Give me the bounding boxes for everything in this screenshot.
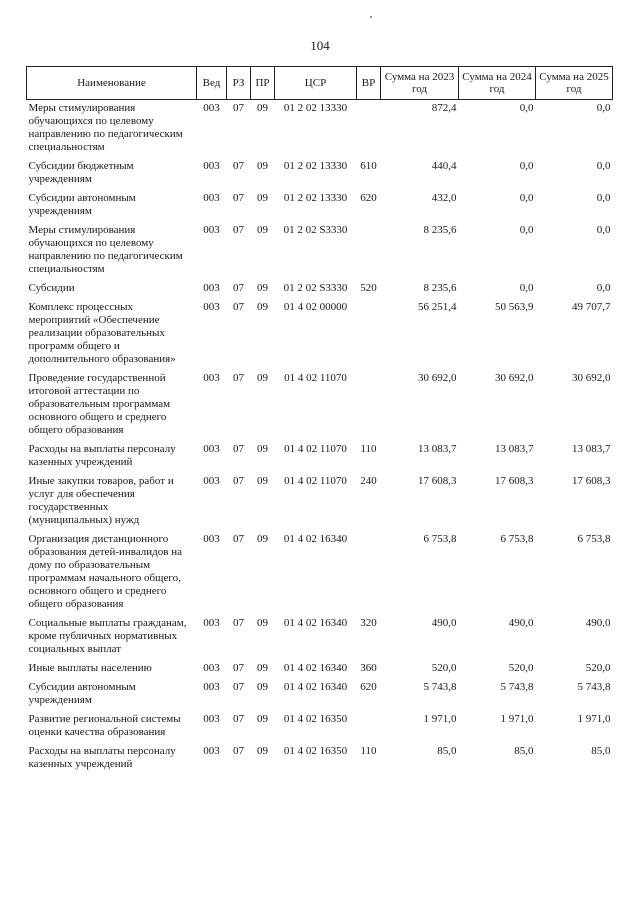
page-number: 104 xyxy=(310,38,330,53)
table-row xyxy=(27,280,613,299)
row-ved: 003 xyxy=(203,533,220,545)
row-rz: 07 xyxy=(233,443,244,455)
row-ved: 003 xyxy=(203,617,220,629)
row-name: Иные закупки товаров, работ и услуг для обеспечения государственных (муниципальных) нужд xyxy=(28,475,174,526)
table-row xyxy=(27,473,613,531)
row-vr: 110 xyxy=(360,443,377,455)
row-rz: 07 xyxy=(233,224,244,236)
row-ved: 003 xyxy=(203,475,220,487)
row-rz: 07 xyxy=(233,102,244,114)
header-vr: ВР xyxy=(357,67,381,100)
row-sum-2023: 13 083,7 xyxy=(418,443,457,455)
row-sum-2023: 440,4 xyxy=(431,160,457,172)
row-name: Субсидии xyxy=(28,282,75,294)
header-rz: РЗ xyxy=(227,67,251,100)
table-row xyxy=(27,660,613,679)
row-ved: 003 xyxy=(203,662,220,674)
table-row xyxy=(27,299,613,370)
row-name: Социальные выплаты гражданам, кроме публичных нормативных социальных выплат xyxy=(28,617,187,655)
row-rz: 07 xyxy=(233,475,244,487)
row-name: Расходы на выплаты персоналу казенных учреждений xyxy=(28,443,176,468)
row-sum-2025: 0,0 xyxy=(596,160,611,172)
row-csr: 01 2 02 13330 xyxy=(283,102,348,114)
row-sum-2024: 50 563,9 xyxy=(495,301,534,313)
table-row xyxy=(27,531,613,615)
row-pr: 09 xyxy=(257,745,268,757)
row-sum-2025: 6 753,8 xyxy=(577,533,611,545)
row-sum-2024: 490,0 xyxy=(508,617,534,629)
budget-table xyxy=(26,66,613,775)
row-vr: 620 xyxy=(360,192,377,204)
row-sum-2023: 17 608,3 xyxy=(418,475,457,487)
row-name: Субсидии бюджетным учреждениям xyxy=(28,160,134,185)
row-csr: 01 4 02 16340 xyxy=(283,662,348,674)
table-row xyxy=(27,222,613,280)
row-rz: 07 xyxy=(233,372,244,384)
header-sum-2025: Сумма на 2025 год xyxy=(536,67,613,100)
header-name: Наименование xyxy=(27,67,197,100)
header-sum-2024: Сумма на 2024 год xyxy=(459,67,536,100)
row-sum-2024: 17 608,3 xyxy=(495,475,534,487)
row-vr xyxy=(357,370,381,441)
row-ved: 003 xyxy=(203,681,220,693)
row-pr: 09 xyxy=(257,681,268,693)
row-sum-2024: 0,0 xyxy=(519,160,534,172)
row-ved: 003 xyxy=(203,192,220,204)
row-pr: 09 xyxy=(257,160,268,172)
row-ved: 003 xyxy=(203,160,220,172)
row-pr: 09 xyxy=(257,301,268,313)
row-vr: 520 xyxy=(360,282,377,294)
row-vr: 360 xyxy=(360,662,377,674)
row-ved: 003 xyxy=(203,745,220,757)
header-ved: Вед xyxy=(197,67,227,100)
row-sum-2025: 0,0 xyxy=(596,224,611,236)
row-sum-2024: 0,0 xyxy=(519,224,534,236)
row-csr: 01 4 02 16350 xyxy=(283,713,348,725)
row-name: Расходы на выплаты персоналу казенных учреждений xyxy=(28,745,176,770)
row-sum-2023: 8 235,6 xyxy=(423,224,457,236)
row-sum-2024: 0,0 xyxy=(519,192,534,204)
row-sum-2025: 85,0 xyxy=(591,745,611,757)
row-pr: 09 xyxy=(257,372,268,384)
row-sum-2023: 56 251,4 xyxy=(418,301,457,313)
row-sum-2023: 490,0 xyxy=(431,617,457,629)
row-name: Организация дистанционного образования детей-инвалидов на дому по образовательным программам начального общего, основного общего и среднего общего образования xyxy=(28,533,182,610)
table-row xyxy=(27,158,613,190)
row-pr: 09 xyxy=(257,713,268,725)
scan-speck xyxy=(370,16,372,18)
row-csr: 01 4 02 11070 xyxy=(284,443,347,455)
row-sum-2023: 6 753,8 xyxy=(423,533,457,545)
row-vr xyxy=(357,531,381,615)
table-body xyxy=(27,100,613,776)
row-ved: 003 xyxy=(203,102,220,114)
row-sum-2024: 85,0 xyxy=(514,745,534,757)
row-sum-2023: 872,4 xyxy=(431,102,457,114)
row-pr: 09 xyxy=(257,617,268,629)
row-name: Меры стимулирования обучающихся по целевому направлению по педагогическим специальностям xyxy=(28,102,183,153)
row-sum-2023: 5 743,8 xyxy=(423,681,457,693)
row-sum-2025: 490,0 xyxy=(585,617,611,629)
row-rz: 07 xyxy=(233,662,244,674)
row-name: Комплекс процессных мероприятий «Обеспечение реализации образовательных программ общего и дополнительного образования» xyxy=(28,301,176,365)
table-row xyxy=(27,743,613,775)
row-rz: 07 xyxy=(233,745,244,757)
row-sum-2024: 6 753,8 xyxy=(500,533,534,545)
row-sum-2023: 1 971,0 xyxy=(423,713,457,725)
row-sum-2024: 0,0 xyxy=(519,282,534,294)
row-csr: 01 4 02 11070 xyxy=(284,372,347,384)
row-csr: 01 4 02 00000 xyxy=(283,301,348,313)
row-rz: 07 xyxy=(233,713,244,725)
row-sum-2024: 13 083,7 xyxy=(495,443,534,455)
row-sum-2024: 0,0 xyxy=(519,102,534,114)
row-vr: 110 xyxy=(360,745,377,757)
row-name: Субсидии автономным учреждениям xyxy=(28,192,136,217)
row-sum-2025: 0,0 xyxy=(596,192,611,204)
row-ved: 003 xyxy=(203,372,220,384)
row-pr: 09 xyxy=(257,443,268,455)
row-csr: 01 4 02 16350 xyxy=(283,745,348,757)
row-sum-2025: 1 971,0 xyxy=(577,713,611,725)
row-vr: 610 xyxy=(360,160,377,172)
row-vr xyxy=(357,222,381,280)
row-rz: 07 xyxy=(233,301,244,313)
row-sum-2025: 49 707,7 xyxy=(572,301,611,313)
row-pr: 09 xyxy=(257,224,268,236)
header-sum-2023: Сумма на 2023 год xyxy=(381,67,459,100)
row-sum-2025: 0,0 xyxy=(596,282,611,294)
row-name: Развитие региональной системы оценки качества образования xyxy=(28,713,181,738)
header-csr: ЦСР xyxy=(275,67,357,100)
row-rz: 07 xyxy=(233,681,244,693)
row-sum-2024: 520,0 xyxy=(508,662,534,674)
table-row xyxy=(27,441,613,473)
row-pr: 09 xyxy=(257,192,268,204)
table-header-row xyxy=(27,67,613,100)
row-name: Меры стимулирования обучающихся по целевому направлению по педагогическим специальностям xyxy=(28,224,183,275)
table-row xyxy=(27,190,613,222)
row-pr: 09 xyxy=(257,533,268,545)
row-ved: 003 xyxy=(203,282,220,294)
row-sum-2025: 520,0 xyxy=(585,662,611,674)
row-sum-2023: 30 692,0 xyxy=(418,372,457,384)
row-sum-2025: 0,0 xyxy=(596,102,611,114)
table-row xyxy=(27,615,613,660)
row-rz: 07 xyxy=(233,282,244,294)
row-csr: 01 4 02 16340 xyxy=(283,681,348,693)
row-vr: 320 xyxy=(360,617,377,629)
row-csr: 01 2 02 S3330 xyxy=(283,224,348,236)
row-rz: 07 xyxy=(233,533,244,545)
table-row xyxy=(27,711,613,743)
row-sum-2025: 30 692,0 xyxy=(572,372,611,384)
row-pr: 09 xyxy=(257,662,268,674)
row-vr: 620 xyxy=(360,681,377,693)
row-sum-2025: 5 743,8 xyxy=(577,681,611,693)
table-row xyxy=(27,370,613,441)
row-ved: 003 xyxy=(203,713,220,725)
row-rz: 07 xyxy=(233,160,244,172)
row-sum-2025: 13 083,7 xyxy=(572,443,611,455)
row-vr xyxy=(357,711,381,743)
row-name: Субсидии автономным учреждениям xyxy=(28,681,136,706)
row-rz: 07 xyxy=(233,192,244,204)
row-csr: 01 4 02 16340 xyxy=(283,533,348,545)
row-csr: 01 4 02 11070 xyxy=(284,475,347,487)
row-sum-2024: 5 743,8 xyxy=(500,681,534,693)
row-name: Проведение государственной итоговой аттестации по образовательным программам основного общего и среднего общего образования xyxy=(28,372,171,436)
row-pr: 09 xyxy=(257,102,268,114)
row-sum-2024: 1 971,0 xyxy=(500,713,534,725)
row-vr xyxy=(357,100,381,159)
row-sum-2023: 85,0 xyxy=(437,745,457,757)
row-csr: 01 2 02 S3330 xyxy=(283,282,348,294)
row-ved: 003 xyxy=(203,443,220,455)
row-ved: 003 xyxy=(203,301,220,313)
row-csr: 01 2 02 13330 xyxy=(283,160,348,172)
row-ved: 003 xyxy=(203,224,220,236)
row-csr: 01 4 02 16340 xyxy=(283,617,348,629)
row-vr: 240 xyxy=(360,475,377,487)
table-row xyxy=(27,679,613,711)
row-sum-2023: 432,0 xyxy=(431,192,457,204)
header-pr: ПР xyxy=(251,67,275,100)
row-sum-2023: 8 235,6 xyxy=(423,282,457,294)
row-pr: 09 xyxy=(257,475,268,487)
row-pr: 09 xyxy=(257,282,268,294)
row-rz: 07 xyxy=(233,617,244,629)
row-sum-2025: 17 608,3 xyxy=(572,475,611,487)
table-row xyxy=(27,100,613,159)
row-name: Иные выплаты населению xyxy=(28,662,152,674)
row-sum-2023: 520,0 xyxy=(431,662,457,674)
row-vr xyxy=(357,299,381,370)
row-csr: 01 2 02 13330 xyxy=(283,192,348,204)
row-sum-2024: 30 692,0 xyxy=(495,372,534,384)
